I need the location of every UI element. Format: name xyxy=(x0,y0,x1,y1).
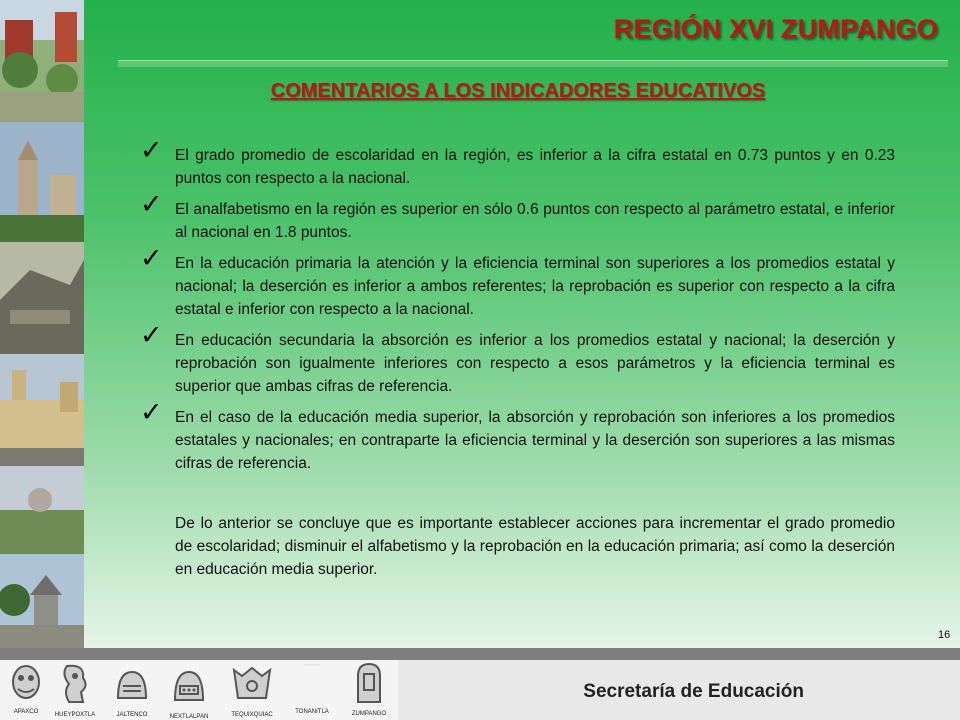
zumpango-glyph-icon xyxy=(354,662,384,704)
indicator-comments-list xyxy=(140,135,895,483)
bullet-text: En la educación primaria la atención y la eficiencia terminal son superiores a los promedios estatal y nacional; la deserción es inferior a ambos referentes; la reprobación es superior con respecto a la cifra estatal e inferior con respecto a la nacional. xyxy=(175,255,895,318)
slide-subtitle: COMENTARIOS A LOS INDICADORES EDUCATIVOS xyxy=(270,80,766,102)
logo-apaxco xyxy=(4,662,48,720)
footer-bar xyxy=(0,648,960,660)
checkmark-icon: ✓ xyxy=(140,189,163,220)
checkmark-icon: ✓ xyxy=(140,397,163,428)
list-item xyxy=(140,243,895,321)
organization-name: Secretaría de Educación xyxy=(583,681,804,702)
logo-tequixquiac xyxy=(224,664,280,720)
list-item xyxy=(140,135,895,190)
logo-label: ZUMPANGO xyxy=(351,711,387,717)
municipality-logos xyxy=(0,660,398,720)
logo-label: TEQUIXQUIAC xyxy=(231,712,273,718)
logo-label: JALTENCO xyxy=(116,712,148,718)
bullet-text: En el caso de la educación media superior, la absorción y reprobación son inferiores a los promedios estatales y nacionales; en contraparte la eficiencia terminal y la deserción son superiores a las mismas cifras de referencia. xyxy=(175,409,895,472)
tequixquiac-glyph-icon xyxy=(230,664,274,704)
logo-label: TONANITLA xyxy=(295,709,329,715)
bullet-text: El analfabetismo en la región es superior en sólo 0.6 puntos con respecto al parámetro estatal, e inferior al nacional en 1.8 puntos. xyxy=(175,201,895,241)
title-divider xyxy=(118,60,948,67)
checkmark-icon: ✓ xyxy=(140,243,163,274)
logo-label: NEXTLALPAN xyxy=(169,714,209,720)
logo-zumpango xyxy=(344,662,394,720)
list-item xyxy=(140,320,895,398)
jaltenco-glyph-icon xyxy=(115,668,149,702)
logo-nextlalpan xyxy=(162,668,216,720)
region-title: REGIÓN XVI ZUMPANGO xyxy=(613,14,938,44)
tonanitla-glyph-icon xyxy=(302,662,322,702)
hueypoxtla-glyph-icon xyxy=(59,662,91,704)
logo-hueypoxtla xyxy=(50,662,100,720)
logo-tonanitla xyxy=(284,662,340,720)
checkmark-icon: ✓ xyxy=(140,320,163,351)
nextlalpan-glyph-icon xyxy=(171,668,207,704)
logo-label: APAXCO xyxy=(13,709,39,715)
list-item xyxy=(140,397,895,475)
logo-jaltenco xyxy=(108,668,156,720)
list-item xyxy=(140,189,895,244)
logo-label: HUEYPOXTLA xyxy=(54,712,96,718)
apaxco-glyph-icon xyxy=(9,662,43,702)
checkmark-icon: ✓ xyxy=(140,135,163,166)
page-number: 16 xyxy=(938,629,951,641)
conclusion-paragraph: De lo anterior se concluye que es importante establecer acciones para incrementar el grado promedio de escolaridad; disminuir el alfabetismo y la reprobación en la educación primaria; así como la deserción en educación media superior. xyxy=(175,515,895,578)
bullet-text: En educación secundaria la absorción es inferior a los promedios estatal y nacional; la deserción y reprobación son igualmente inferiores con respecto a esos parámetros y la eficiencia terminal es superior que ambas cifras de referencia. xyxy=(175,332,895,395)
bullet-text: El grado promedio de escolaridad en la región, es inferior a la cifra estatal en 0.73 puntos y en 0.23 puntos con respecto a la nacional. xyxy=(175,147,895,187)
